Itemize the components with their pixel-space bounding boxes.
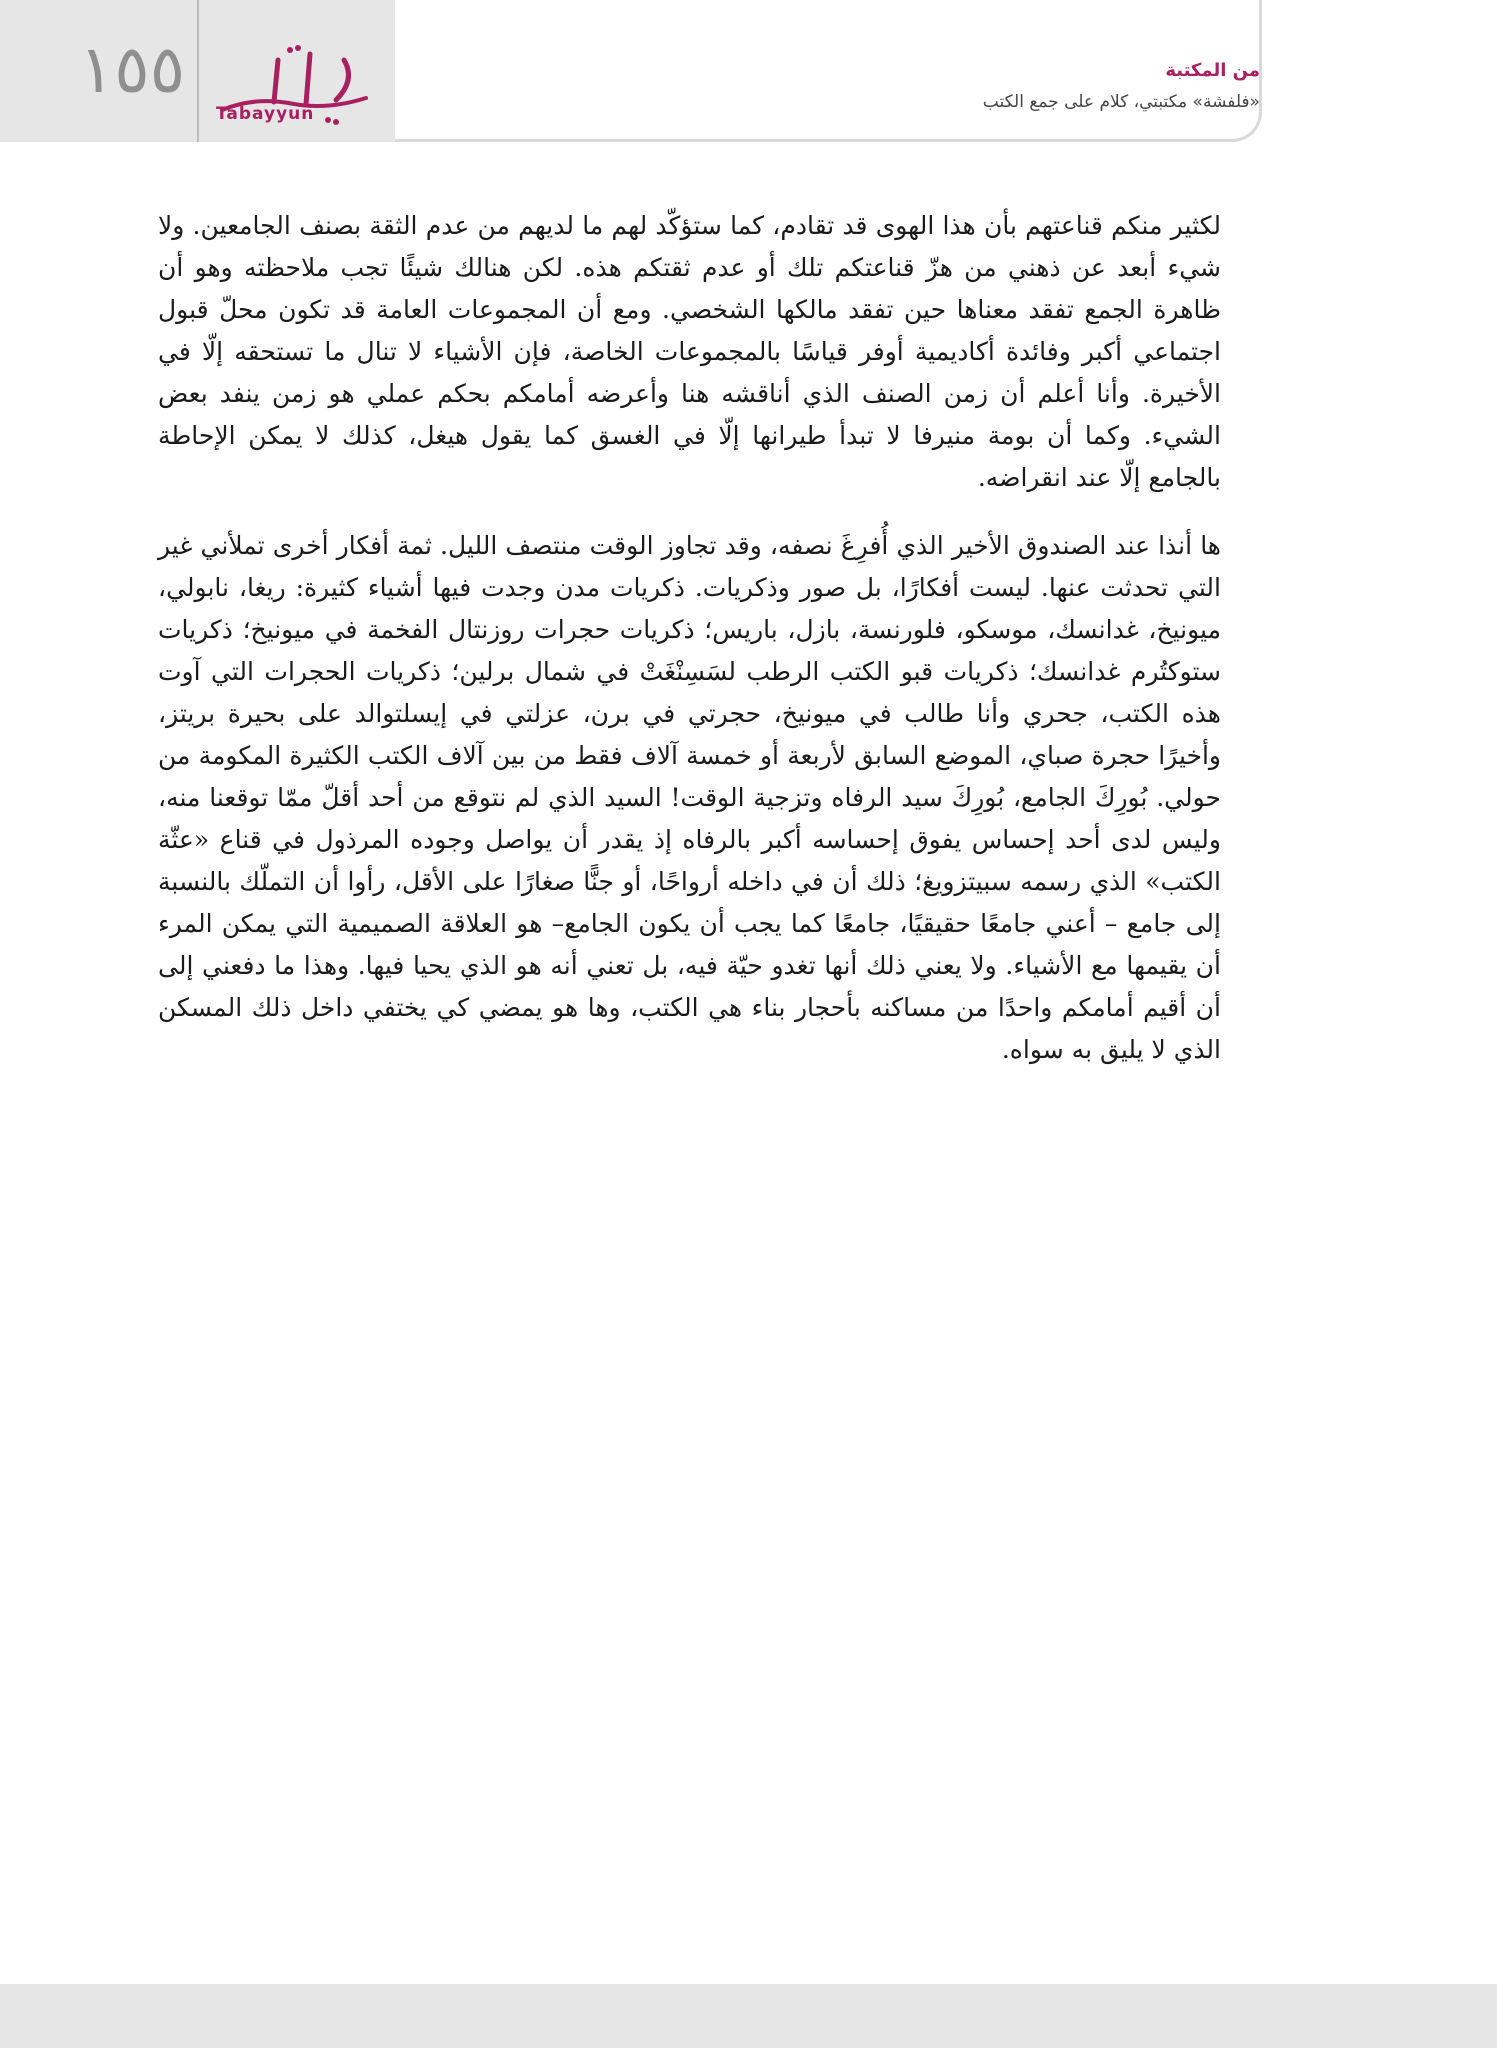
footer-band [0, 1984, 1497, 2048]
paragraph: ها أنذا عند الصندوق الأخير الذي أُفرِغَ نصفه، وقد تجاوز الوقت منتصف الليل. ثمة أفكار أخرى تملأني غير التي تحدثت عنها. ليست أفكارًا، بل صور وذكريات. ذكريات مدن وجدت فيها أشياء كثيرة: ريغا، نابولي، ميونيخ، غدانسك، موسكو، فلورنسة، بازل، باريس؛ ذكريات حجرات روزنتال الفخمة في ميونيخ؛ ذكريات ستوكتُرم غدانسك؛ ذكريات قبو الكتب الرطب لسَسِنْغَتْ في شمال برلين؛ ذكريات الحجرات التي آوت هذه الكتب، جحري وأنا طالب في ميونيخ، حجرتي في برن، عزلتي في إيسلتوالد على بحيرة بريتز، وأخيرًا حجرة صباي، الموضع السابق لأربعة أو خمسة آلاف فقط من بين آلاف الكتب الكثيرة المكومة من حولي. بُورِكَ الجامع، بُورِكَ سيد الرفاه وتزجية الوقت! السيد الذي لم نتوقع من أحد أقلّ ممّا توقعنا منه، وليس لدى أحد إحساس يفوق إحساسه أكبر بالرفاه إذ يقدر أن يواصل وجوده المرذول في قناع «عثّة الكتب» الذي رسمه سبيتزويغ؛ ذلك أن في داخله أرواحًا، أو جنًّا صغارًا على الأقل، رأوا أن التملّك بالنسبة إلى جامع – أعني جامعًا حقيقيًا، جامعًا كما يجب أن يكون الجامع– هو العلاقة الصميمية التي يمكن المرء أن يقيمها مع الأشياء. ولا يعني ذلك أنها تغدو حيّة فيه، بل تعني أنه هو الذي يحيا فيها. وهذا ما دفعني إلى أن أقيم أمامكم واحدًا من مساكنه بأحجار بناء هي الكتب، وها هو يمضي كي يختفي داخل ذلك المسكن الذي لا يليق به سواه. [158, 531, 1221, 1064]
header-divider [197, 0, 199, 142]
page-number: ١٥٥ [78, 31, 186, 108]
paragraph: لكثير منكم قناعتهم بأن هذا الهوى قد تقادم، كما ستؤكّد لهم ما لديهم من عدم الثقة بصنف الجامعين. ولا شيء أبعد عن ذهني من هزّ قناعتكم تلك أو عدم ثقتكم هذه. لكن هنالك شيئًا تجب ملاحظته وهو أن ظاهرة الجمع تفقد معناها حين تفقد مالكها الشخصي. ومع أن المجموعات العامة قد تكون محلّ قبول اجتماعي أكبر وفائدة أكاديمية أوفر قياسًا بالمجموعات الخاصة، فإن الأشياء لا تنال ما تستحقه إلّا في الأخيرة. وأنا أعلم أن زمن الصنف الذي أناقشه هنا وأعرضه أمامكم بحكم عملي هو زمن ينفد بعض الشيء. وكما أن بومة منيرفا لا تبدأ طيرانها إلّا في الغسق كما يقول هيغل، كذلك لا يمكن الإحاطة بالجامع إلّا عند انقراضه. [158, 211, 1221, 492]
article-title: «فلفشة» مكتبتي، كلام على جمع الكتب [982, 92, 1260, 112]
logo-latin-text: Tabayyun [216, 104, 315, 124]
article-body [158, 205, 1221, 1097]
section-title: من المكتبة [1165, 60, 1260, 81]
